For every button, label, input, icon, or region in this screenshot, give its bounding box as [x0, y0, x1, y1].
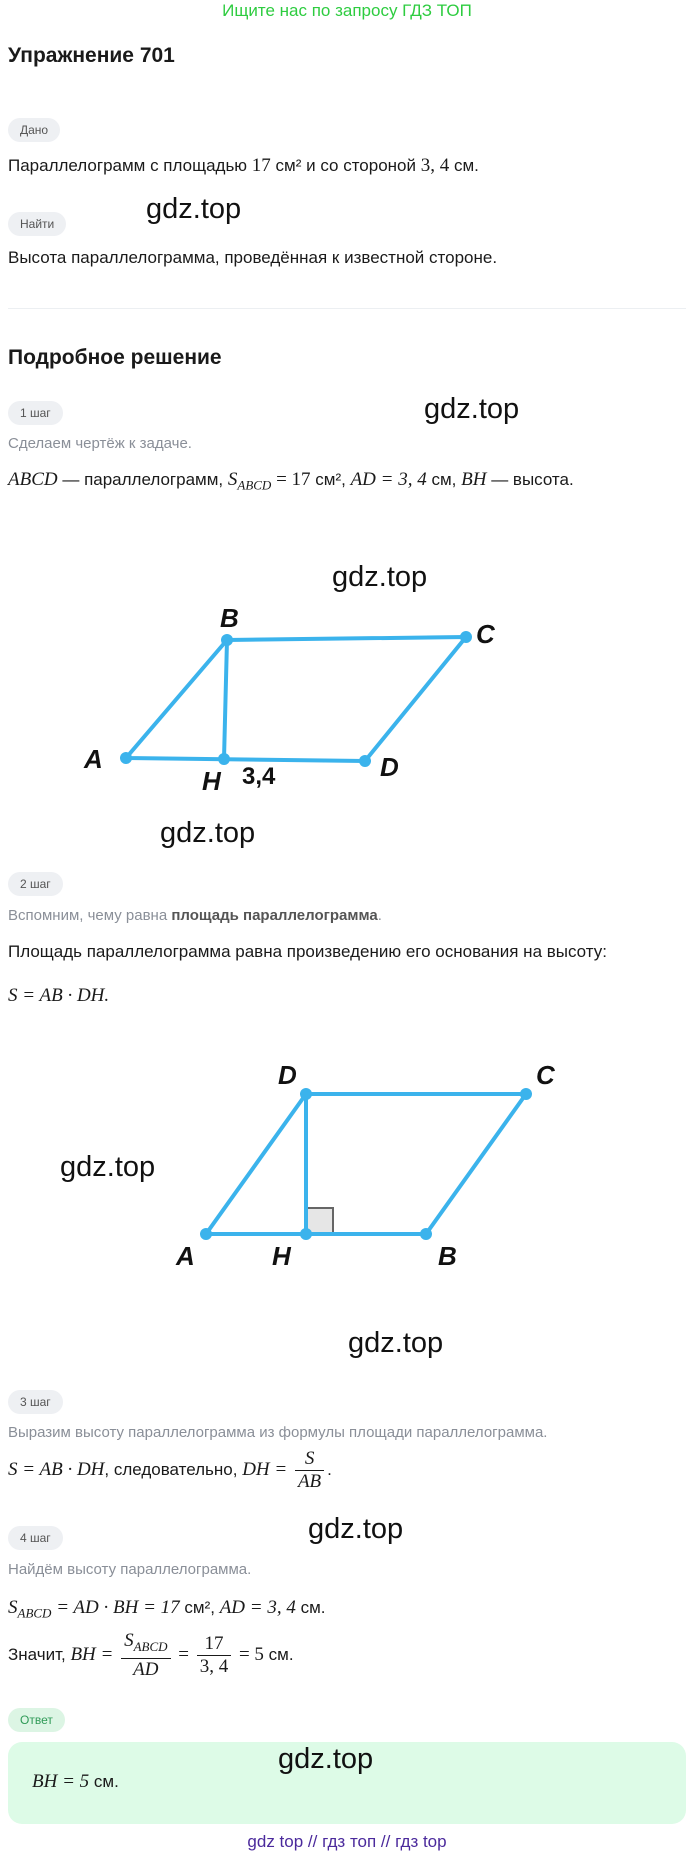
- point-d: [300, 1088, 312, 1100]
- point-a: [120, 752, 132, 764]
- point-h: [218, 753, 230, 765]
- point-b: [420, 1228, 432, 1240]
- label-h: H: [272, 1241, 291, 1271]
- step3-formula: S = AB · DH, следовательно, DH = $\frac{S}{AB}$ .: [8, 1448, 332, 1492]
- step1-pill: 1 шаг: [8, 401, 63, 425]
- step2-pill: 2 шаг: [8, 872, 63, 896]
- label-a: A: [84, 744, 103, 774]
- answer-pill: Ответ: [8, 1708, 65, 1732]
- step1-hint: Сделаем чертёж к задаче.: [8, 435, 192, 452]
- watermark: gdz.top: [146, 193, 242, 225]
- top-banner-link[interactable]: Ищите нас по запросу ГДЗ ТОП: [222, 1, 472, 20]
- height-line: [224, 640, 227, 759]
- step2-text: Площадь параллелограмма равна произведению его основания на высоту:: [8, 942, 607, 961]
- step4-pill: 4 шаг: [8, 1526, 63, 1550]
- footer-links[interactable]: gdz top // гдз топ // гдз top: [247, 1832, 447, 1851]
- label-c: C: [536, 1060, 555, 1090]
- point-h: [300, 1228, 312, 1240]
- section-divider: [8, 308, 686, 309]
- answer-text: BH = 5 см.: [32, 1771, 119, 1792]
- label-side: 3,4: [242, 763, 276, 790]
- point-c: [460, 631, 472, 643]
- point-a: [200, 1228, 212, 1240]
- watermark: gdz.top: [308, 1513, 404, 1545]
- step3-pill: 3 шаг: [8, 1390, 63, 1414]
- solution-title: Подробное решение: [8, 346, 222, 369]
- point-d: [359, 755, 371, 767]
- step1-text: ABCD — параллелограмм, $S_{ABCD} = 17$ см², AD = 3, 4 см, BH — высота.: [8, 469, 574, 493]
- step4-hint: Найдём высоту параллелограмма.: [8, 1561, 252, 1578]
- step2-formula: S = AB · DH.: [8, 985, 110, 1006]
- label-a: A: [176, 1241, 195, 1271]
- watermark: gdz.top: [278, 1743, 374, 1775]
- find-text: Высота параллелограмма, проведённая к известной стороне.: [8, 248, 498, 267]
- exercise-title: Упражнение 701: [8, 44, 175, 67]
- parallelogram-shape: [126, 637, 466, 761]
- point-b: [221, 634, 233, 646]
- watermark: gdz.top: [424, 393, 520, 425]
- parallelogram-shape: [206, 1094, 526, 1234]
- find-pill: Найти: [8, 212, 66, 236]
- figure-parallelogram-1: [60, 595, 520, 810]
- label-d: D: [278, 1060, 297, 1090]
- label-h: H: [202, 766, 221, 796]
- watermark: gdz.top: [60, 1151, 156, 1183]
- given-text: Параллелограмм с площадью 17 см² и со стороной 3, 4 см.: [8, 155, 479, 176]
- step2-hint: Вспомним, чему равна площадь параллелограмма.: [8, 907, 382, 924]
- label-c: C: [476, 619, 495, 649]
- given-pill: Дано: [8, 118, 60, 142]
- step4-line1: $S_{ABCD}$ = AD · BH = 17 см², AD = 3, 4 см.: [8, 1597, 326, 1621]
- watermark: gdz.top: [332, 561, 428, 593]
- label-b: B: [438, 1241, 457, 1271]
- watermark: gdz.top: [160, 817, 256, 849]
- step3-hint: Выразим высоту параллелограмма из формулы площади параллелограмма.: [8, 1424, 548, 1441]
- figure-parallelogram-2: [160, 1050, 580, 1280]
- point-c: [520, 1088, 532, 1100]
- step4-line2: Значит, BH = $\frac{S_{ABCD}}{AD}$ = $\frac{17}{3, 4}$ = 5 см.: [8, 1630, 294, 1680]
- label-b: B: [220, 603, 239, 633]
- label-d: D: [380, 752, 399, 782]
- watermark: gdz.top: [348, 1327, 444, 1359]
